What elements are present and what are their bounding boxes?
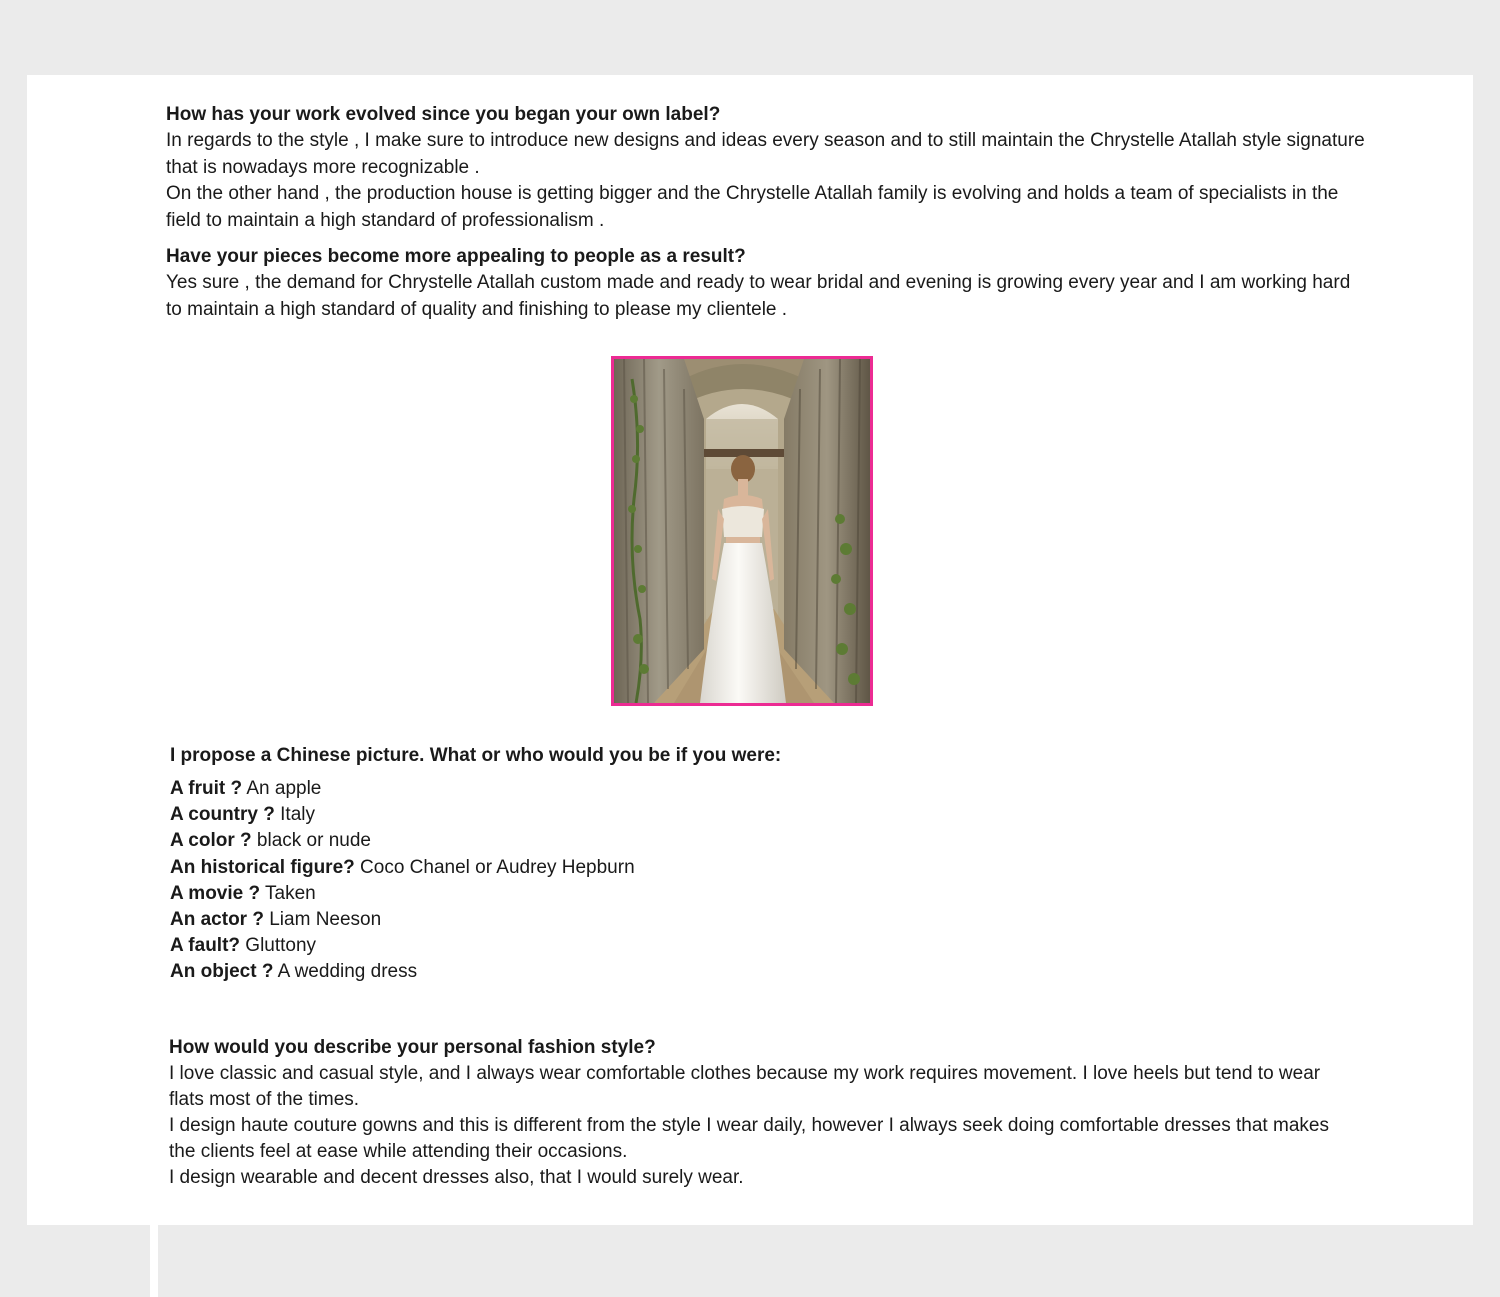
answer-paragraph: I love classic and casual style, and I always wear comfortable clothes because my work requires movement. I love heels but tend to wear flats most of the times.	[169, 1063, 1321, 1110]
answer-paragraph: In regards to the style , I make sure to introduce new designs and ideas every season and to still maintain the Chrystelle Atallah style signature that is nowadays more recognizable .	[166, 130, 1365, 178]
qa-answer: A wedding dress	[273, 961, 418, 983]
section-chinese-picture	[170, 743, 1370, 986]
qa-answer: Italy	[274, 804, 315, 826]
qa-question: A country ?	[170, 804, 275, 826]
question-chinese-picture: I propose a Chinese picture. What or who would you be if you were:	[170, 745, 782, 766]
question-work-evolved: How has your work evolved since you began your own label?	[166, 104, 721, 125]
answer-paragraph: I design haute couture gowns and this is different from the style I wear daily, however I always seek doing comfortable dresses that makes the clients feel at ease while attending their occasions.	[169, 1115, 1329, 1162]
qa-question: An actor ?	[170, 909, 264, 931]
qa-answer: Gluttony	[240, 935, 317, 957]
answer-paragraph: On the other hand , the production house is getting bigger and the Chrystelle Atallah family is evolving and holds a team of specialists in the field to maintain a high standard of professionalism .	[166, 183, 1339, 231]
bridal-photo-illustration	[614, 359, 870, 703]
qa-answer: Coco Chanel or Audrey Hepburn	[354, 856, 635, 878]
answer-paragraph: I design wearable and decent dresses also, that I would surely wear.	[169, 1167, 744, 1188]
qa-question: A color ?	[170, 830, 252, 852]
qa-row	[170, 802, 1370, 828]
qa-row	[170, 855, 1370, 881]
page-edge-strip	[150, 1225, 158, 1297]
section-appealing	[166, 244, 1366, 323]
qa-answer: Liam Neeson	[263, 909, 382, 931]
answer-paragraph: Yes sure , the demand for Chrystelle Atallah custom made and ready to wear bridal and evening is growing every year and I am working hard to maintain a high standard of quality and finishing to please my clientele .	[166, 272, 1351, 320]
section-work-evolved	[166, 102, 1366, 234]
qa-question: An object ?	[170, 961, 274, 983]
question-appealing: Have your pieces become more appealing to people as a result?	[166, 246, 746, 267]
qa-row	[170, 881, 1370, 907]
article-page	[27, 75, 1473, 1225]
qa-question: A movie ?	[170, 882, 261, 904]
qa-question: An historical figure?	[170, 856, 355, 878]
qa-row	[170, 933, 1370, 959]
qa-list	[170, 776, 1370, 986]
qa-answer: Taken	[260, 882, 316, 904]
qa-answer: black or nude	[251, 830, 371, 852]
qa-row	[170, 907, 1370, 933]
qa-row	[170, 828, 1370, 854]
qa-row	[170, 776, 1370, 802]
qa-answer: An apple	[242, 778, 322, 799]
qa-question: A fruit ?	[170, 778, 243, 799]
section-personal-style	[169, 1035, 1329, 1191]
qa-question: A fault?	[170, 935, 241, 957]
qa-row	[170, 959, 1370, 985]
bridal-photo	[611, 356, 873, 706]
question-personal-style: How would you describe your personal fashion style?	[169, 1037, 656, 1058]
